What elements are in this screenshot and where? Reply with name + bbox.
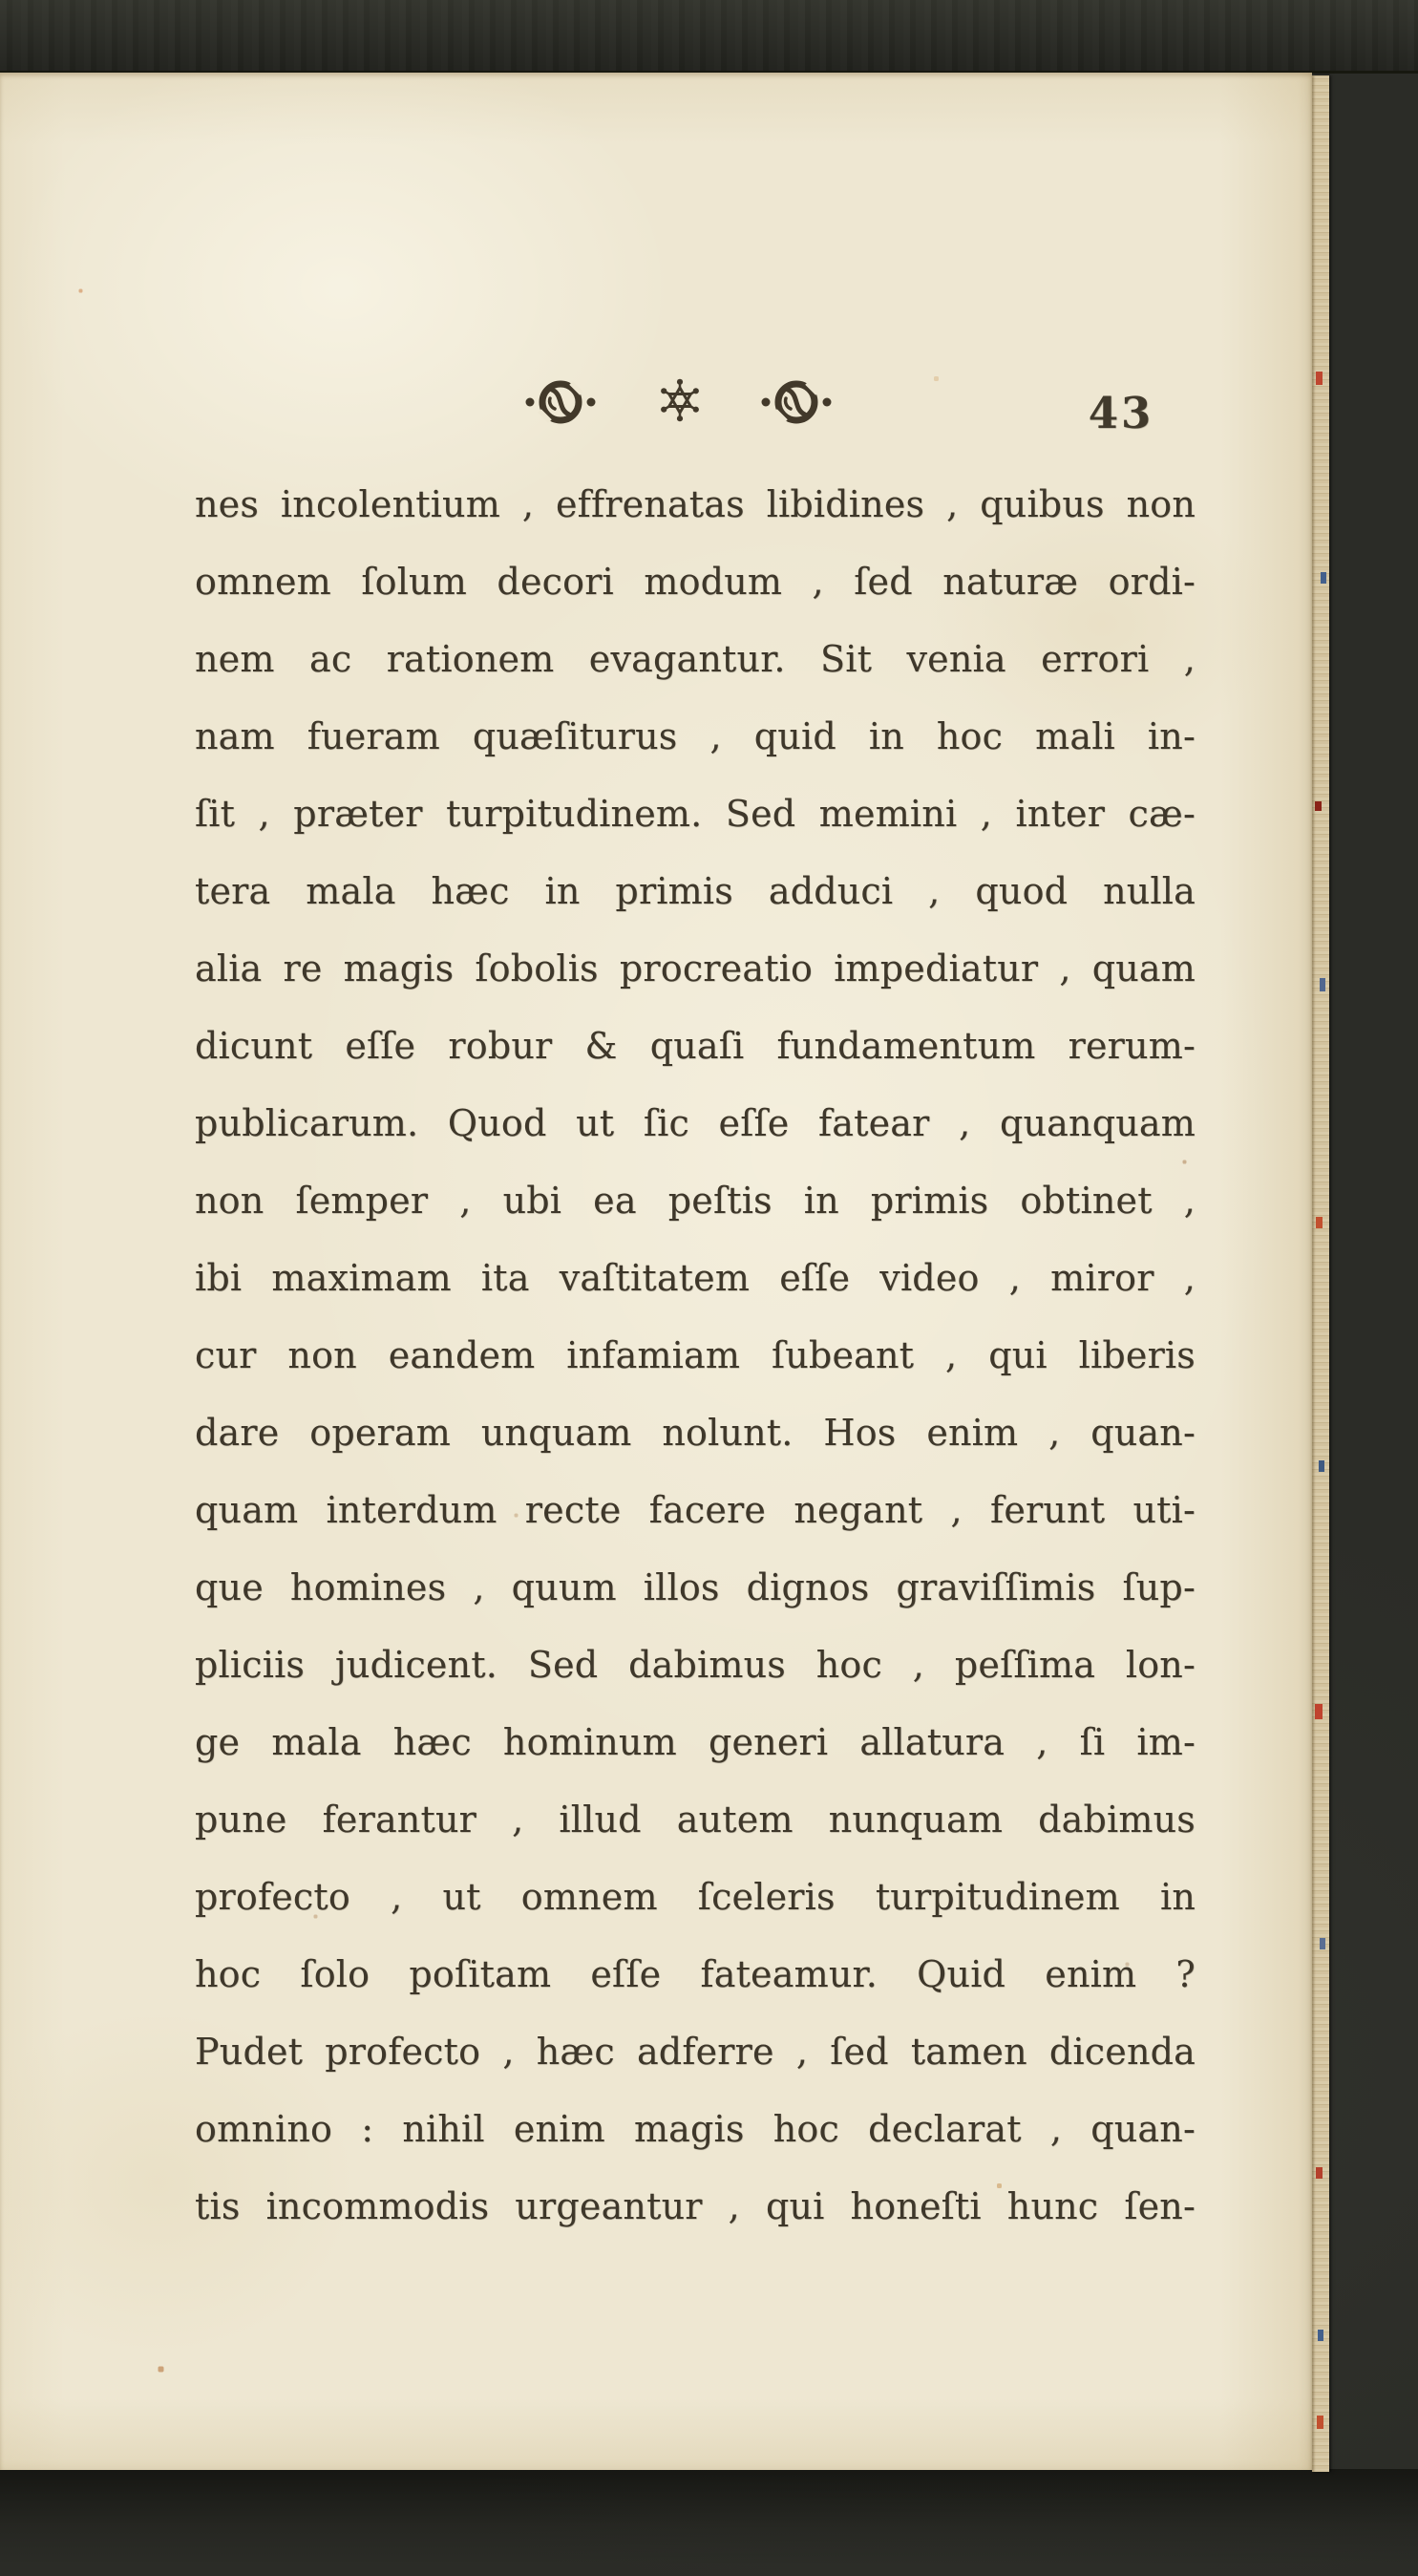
text-line: omnino : nihil enim magis hoc declarat , quan- — [195, 2108, 1196, 2150]
text-line: nem ac rationem evagantur. Sit venia errori , — [195, 638, 1196, 680]
text-line: pliciis judicent. Sed dabimus hoc , peſſima lon- — [195, 1644, 1196, 1686]
text-line: ibi maximam ita vaſtitatem eſſe video , miror , — [195, 1257, 1196, 1299]
star-icon — [657, 375, 703, 425]
text-line: nam fueram quæſiturus , quid in hoc mali in- — [195, 715, 1196, 757]
page-cast-shadow — [0, 2469, 1418, 2576]
text-line: omnem ſolum decori modum , ſed naturæ ordi- — [195, 561, 1196, 603]
text-line: nes incolentium , effrenatas libidines , quibus non — [195, 483, 1196, 525]
text-line: pune ferantur , illud autem nunquam dabimus — [195, 1799, 1196, 1841]
text-line: non ſemper , ubi ea peſtis in primis obtinet , — [195, 1180, 1196, 1222]
text-line: Pudet profecto , hæc adferre , ſed tamen dicenda — [195, 2031, 1196, 2073]
text-line: tera mala hæc in primis adduci , quod nulla — [195, 870, 1196, 912]
fleuron-icon — [524, 375, 597, 429]
page-number: 43 — [1088, 388, 1154, 438]
paper-specks — [0, 73, 1, 74]
text-block — [195, 466, 1196, 2246]
text-line: quam interdum recte facere negant , ferunt uti- — [195, 1489, 1196, 1531]
text-line: dare operam unquam nolunt. Hos enim , quan- — [195, 1412, 1196, 1454]
text-line: dicunt eſſe robur & quaſi fundamentum rerum- — [195, 1025, 1196, 1067]
text-line: alia re magis ſobolis procreatio impediatur , quam — [195, 947, 1196, 990]
cloth-backdrop-top — [0, 0, 1418, 74]
book-page — [0, 73, 1312, 2470]
text-line: ſit , præter turpitudinem. Sed memini , inter cæ- — [195, 793, 1196, 835]
text-line: tis incommodis urgeantur , qui honeſti hunc ſen- — [195, 2185, 1196, 2227]
fleuron-icon — [760, 375, 833, 429]
text-line: hoc ſolo poſitam eſſe fateamur. Quid enim ? — [195, 1953, 1196, 1995]
text-line: ge mala hæc hominum generi allatura , ſi im- — [195, 1721, 1196, 1763]
text-line: que homines , quum illos dignos graviſſimis ſup- — [195, 1566, 1196, 1608]
text-line: profecto , ut omnem ſceleris turpitudinem in — [195, 1876, 1196, 1918]
fore-edge-page-stack — [1312, 75, 1329, 2472]
text-line: cur non eandem infamiam ſubeant , qui liberis — [195, 1334, 1196, 1376]
text-line: publicarum. Quod ut ſic eſſe fatear , quanquam — [195, 1102, 1196, 1144]
